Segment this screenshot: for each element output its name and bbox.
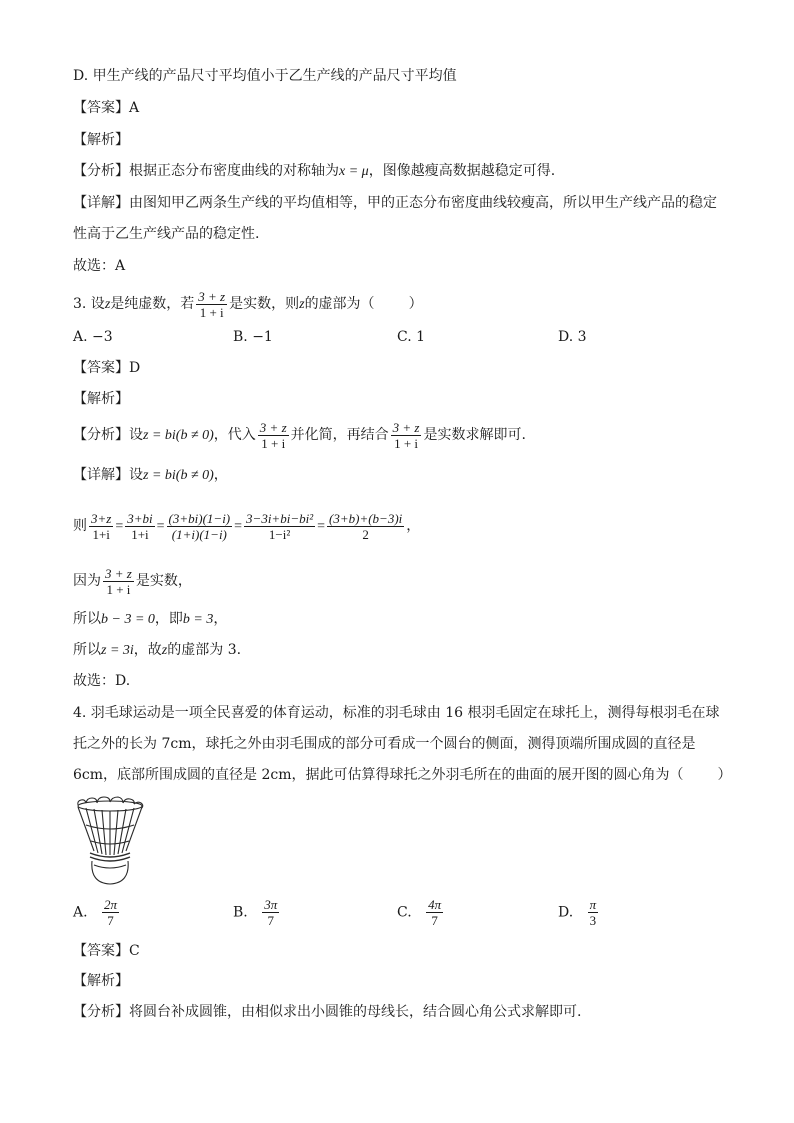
q3-option-c: C. 1: [397, 329, 426, 345]
fraction-denominator: 1 + i: [106, 581, 131, 597]
q4-stem-line-2: 托之外的长为 7cm，球托之外由羽毛围成的部分可看成一个圆台的侧面，测得顶端所围成圆的直径是: [73, 736, 696, 752]
q3-stem-text-3: 是实数，则: [229, 296, 300, 312]
option-label: A.: [73, 904, 88, 921]
fraction: [588, 897, 599, 928]
q4-option-b: [233, 897, 281, 928]
math-symmetry-axis: x = μ: [339, 164, 369, 179]
option-label: C.: [397, 904, 412, 921]
q3-option-b: B. −1: [233, 329, 273, 345]
shuttlecock-figure: [72, 795, 152, 889]
answer-tag: 【答案】: [73, 360, 129, 376]
fraction-denominator: 1−i²: [268, 526, 291, 542]
fraction: [167, 511, 233, 542]
q2-option-d: D. 甲生产线的产品尺寸平均值小于乙生产线的产品尺寸平均值: [73, 68, 457, 84]
q4-analysis-heading: 【解析】: [73, 973, 129, 989]
fraction: [327, 511, 404, 542]
therefore-text-2: ，故: [133, 642, 162, 658]
var-z: z: [299, 297, 305, 312]
derivation-prefix: 则: [73, 518, 87, 534]
q4-stem-line-1: 4. 羽毛球运动是一项全民喜爱的体育运动，标准的羽毛球由 16 根羽毛固定在球托上，测得每根羽毛在球: [73, 705, 720, 721]
fraction-denominator: 1+i: [92, 526, 110, 542]
fraction-numerator: 4π: [428, 897, 442, 912]
answer-value: A: [129, 100, 140, 116]
math-eq: b − 3 = 0: [101, 612, 155, 627]
q3-stem-text: 3. 设: [73, 296, 105, 312]
fenxi-tag: 【分析】: [73, 163, 129, 179]
q3-stem: [73, 287, 423, 322]
therefore-text: 所以: [73, 611, 101, 627]
fraction-numerator: (3+b)+(b−3)i: [329, 510, 403, 526]
q4-stem-close: ）: [717, 767, 732, 783]
derivation-tail: ，: [406, 518, 421, 534]
fenxi-text-2: ，代入: [213, 427, 256, 443]
q4-option-c: [397, 897, 445, 928]
xiangjie-text: 设: [129, 467, 143, 483]
fenxi-text-2: ，图像越瘦高数据越稳定可得.: [368, 163, 556, 179]
fenxi-text: 设: [129, 427, 143, 443]
q4-option-d: [558, 897, 600, 928]
fraction-numerator: 3+bi: [127, 510, 153, 526]
xiangjie-tag: 【详解】: [73, 195, 129, 211]
fraction-denominator: 1 + i: [394, 435, 419, 451]
fraction-numerator: 2π: [104, 897, 118, 912]
q3-derivation: [73, 506, 420, 547]
fraction-denominator: 1 + i: [261, 435, 286, 451]
fenxi-text: 将圆台补成圆锥，由相似求出小圆锥的母线长，结合圆心角公式求解即可.: [129, 1004, 582, 1020]
option-label: B.: [233, 904, 248, 921]
fraction-denominator: 3: [589, 913, 597, 928]
fraction-denominator: 7: [267, 913, 274, 928]
fraction: [103, 566, 134, 597]
fraction-numerator: 3 + z: [105, 565, 132, 581]
q2-xiangjie: [73, 193, 717, 213]
fraction: [125, 511, 154, 542]
therefore-text-3: ，: [213, 611, 228, 627]
q3-stem-text-2: 是纯虚数，若: [110, 296, 195, 312]
shuttlecock-icon: [72, 795, 152, 889]
fraction-denominator: 7: [107, 913, 114, 928]
q3-option-a: A. −3: [73, 329, 113, 345]
fraction-numerator: 3 + z: [198, 288, 226, 304]
option-label: D.: [558, 904, 574, 921]
fraction: [262, 897, 279, 928]
fraction-denominator: 1 + i: [199, 304, 224, 320]
fraction-numerator: (3+bi)(1−i): [168, 510, 231, 526]
q2-fenxi: [73, 161, 555, 182]
fraction: [426, 897, 443, 928]
answer-tag: 【答案】: [73, 943, 129, 959]
math-z-def: z = bi(b ≠ 0): [143, 428, 214, 443]
q2-answer-line: [73, 98, 139, 118]
fenxi-tag: 【分析】: [73, 1004, 129, 1020]
therefore-text-3: 的虚部为 3.: [167, 642, 242, 658]
equals-sign: =: [156, 519, 165, 534]
q3-stem-close: ）: [408, 296, 423, 312]
fraction: [244, 511, 315, 542]
q2-xiangjie-cont: 性高于乙生产线产品的稳定性.: [73, 226, 260, 242]
fraction: [196, 289, 227, 320]
xiangjie-text: 由图知甲乙两条生产线的平均值相等，甲的正态分布密度曲线较瘦高，所以甲生产线产品的稳定: [129, 195, 717, 211]
q3-analysis-heading: 【解析】: [73, 391, 129, 407]
fraction-numerator: 3 + z: [259, 419, 287, 435]
answer-tag: 【答案】: [73, 100, 129, 116]
fraction-numerator: 3 + z: [392, 419, 420, 435]
fraction-denominator: (1+i)(1−i): [171, 526, 227, 542]
answer-value: C: [129, 943, 140, 959]
q3-stem-text-4: 的虚部为（: [304, 296, 375, 312]
var-z: z: [104, 297, 111, 312]
answer-value: D: [129, 360, 141, 376]
fenxi-text-4: 是实数求解即可.: [423, 427, 526, 443]
q4-stem-text: 6cm，底部所围成圆的直径是 2cm，据此可估算得球托之外羽毛所在的曲面的展开图的圆心角为（: [73, 767, 684, 783]
math-eq: b = 3: [182, 612, 214, 627]
therefore-text-2: ，即: [154, 611, 183, 627]
fraction: [258, 420, 289, 451]
fenxi-text: 根据正态分布密度曲线的对称轴为: [129, 163, 339, 179]
q3-xiangjie: [73, 465, 228, 486]
equals-sign: =: [234, 519, 243, 534]
fraction-numerator: 3π: [264, 897, 278, 912]
fraction-denominator: 2: [362, 526, 369, 542]
because-text-2: 是实数，: [135, 573, 192, 589]
q3-option-d: D. 3: [558, 329, 587, 345]
q4-answer-line: [73, 941, 140, 961]
fenxi-text-3: 并化简，再结合: [290, 427, 389, 443]
math-eq: z = 3i: [101, 643, 134, 658]
fraction-numerator: 3−3i+bi−bi²: [246, 510, 314, 526]
because-text: 因为: [73, 573, 101, 589]
fraction-numerator: 3+z: [91, 510, 112, 526]
xiangjie-tag: 【详解】: [73, 467, 129, 483]
fraction: [391, 420, 422, 451]
q4-fenxi: [73, 1002, 581, 1022]
q3-therefore-2: [73, 640, 241, 661]
equals-sign: =: [317, 519, 326, 534]
q4-option-a: [73, 897, 121, 928]
xiangjie-text-2: ，: [213, 467, 228, 483]
fenxi-tag: 【分析】: [73, 427, 129, 443]
fraction: [102, 897, 119, 928]
therefore-text: 所以: [73, 642, 101, 658]
math-z-def: z = bi(b ≠ 0): [143, 468, 214, 483]
fraction-denominator: 1+i: [131, 526, 149, 542]
q4-stem-line-3: [73, 765, 732, 785]
equals-sign: =: [115, 519, 124, 534]
fraction-numerator: π: [589, 897, 597, 912]
q2-analysis-heading: 【解析】: [73, 132, 129, 148]
fraction-denominator: 7: [431, 913, 438, 928]
q3-choice: 故选：D.: [73, 673, 131, 689]
q3-answer-line: [73, 358, 140, 378]
q3-because: [73, 564, 192, 598]
q2-choice: 故选：A: [73, 258, 126, 274]
fraction: [89, 511, 113, 542]
var-z: z: [161, 643, 168, 658]
q3-fenxi: [73, 418, 526, 453]
q3-therefore-1: [73, 609, 227, 630]
